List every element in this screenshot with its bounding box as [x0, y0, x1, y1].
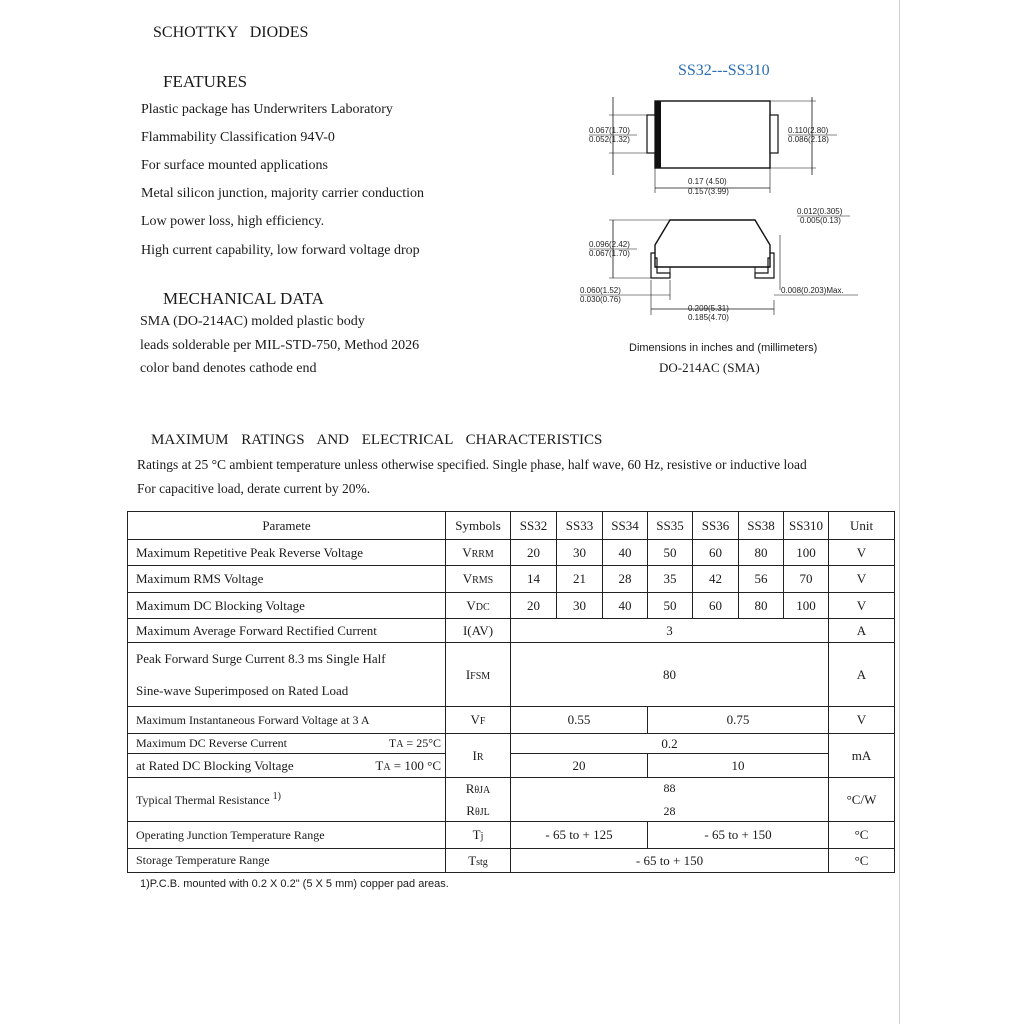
unit-cell: V	[829, 593, 895, 619]
header-cell: SS34	[603, 512, 648, 540]
table-row	[128, 593, 895, 619]
param-cell: Peak Forward Surge Current 8.3 ms Single Half Sine-wave Superimposed on Rated Load	[128, 643, 446, 707]
value-cell: 14	[511, 566, 557, 593]
lead-right	[770, 115, 778, 153]
dim-text: 0.110(2.80)	[788, 126, 829, 135]
dim-text: 0.060(1.52)	[580, 286, 621, 295]
value-cell: 80	[739, 593, 784, 619]
page-edge-line	[899, 0, 900, 1024]
value-cell: 100	[784, 540, 829, 566]
value-cell: 80	[739, 540, 784, 566]
unit-cell: A	[829, 619, 895, 643]
package-side-view	[655, 220, 770, 267]
value-cell: 0.55	[511, 707, 648, 734]
symbol-cell: Tj	[446, 822, 511, 849]
dim-text: 0.008(0.203)Max.	[781, 286, 844, 295]
value-cell: 28	[603, 566, 648, 593]
value-cell: 100	[784, 593, 829, 619]
table-row	[128, 566, 895, 593]
header-cell: SS32	[511, 512, 557, 540]
feature-item: High current capability, low forward voltage drop	[141, 243, 420, 258]
ratings-note: Ratings at 25 °C ambient temperature unless otherwise specified. Single phase, half wave, 60 Hz, resistive or inductive load	[137, 457, 807, 472]
value-cell: 60	[693, 540, 739, 566]
param-cell: at Rated DC Blocking Voltage TA = 100 °C	[128, 754, 446, 778]
dim-text: 0.17 (4.50)	[688, 177, 727, 186]
header-cell: Paramete	[128, 512, 446, 540]
value-cell: 20	[511, 593, 557, 619]
document-title: SCHOTTKY DIODES	[153, 24, 309, 41]
value-cell: 30	[557, 540, 603, 566]
param-cell: Maximum Average Forward Rectified Current	[128, 619, 446, 643]
table-row	[128, 734, 895, 754]
table-row	[128, 643, 895, 707]
value-cell: 20	[511, 754, 648, 778]
value-cell: 0.2	[511, 734, 829, 754]
value-cell: 30	[557, 593, 603, 619]
unit-cell: V	[829, 707, 895, 734]
package-name: DO-214AC (SMA)	[659, 360, 760, 375]
param-cell: Maximum Repetitive Peak Reverse Voltage	[128, 540, 446, 566]
header-cell: SS33	[557, 512, 603, 540]
value-cell: 21	[557, 566, 603, 593]
mechanical-item: leads solderable per MIL-STD-750, Method 2026	[140, 338, 420, 353]
ratings-table	[127, 511, 895, 873]
value-cell: 50	[648, 540, 693, 566]
dim-text: 0.005(0.13)	[800, 216, 841, 225]
feature-item: For surface mounted applications	[141, 158, 329, 173]
header-cell: Unit	[829, 512, 895, 540]
ratings-heading: MAXIMUM RATINGS AND ELECTRICAL CHARACTERISTICS	[151, 432, 603, 448]
param-cell: Maximum Instantaneous Forward Voltage at 3 A	[128, 707, 446, 734]
table-row	[128, 849, 895, 873]
header-cell: SS310	[784, 512, 829, 540]
package-dimension-drawing	[575, 95, 875, 330]
symbol-cell: Tstg	[446, 849, 511, 873]
param-cell: Operating Junction Temperature Range	[128, 822, 446, 849]
value-cell: 10	[648, 754, 829, 778]
unit-cell: °C/W	[829, 778, 895, 822]
ratings-note: For capacitive load, derate current by 20%.	[137, 481, 371, 496]
value-cell: 70	[784, 566, 829, 593]
feature-item: Plastic package has Underwriters Laboratory	[141, 102, 393, 117]
mechanical-item: SMA (DO-214AC) molded plastic body	[140, 314, 365, 329]
value-cell: 60	[693, 593, 739, 619]
value-cell: 40	[603, 540, 648, 566]
unit-cell: V	[829, 540, 895, 566]
header-cell: SS35	[648, 512, 693, 540]
unit-cell: V	[829, 566, 895, 593]
dim-text: 0.157(3.99)	[688, 187, 729, 196]
value-cell: 0.75	[648, 707, 829, 734]
dim-text: 0.185(4.70)	[688, 313, 729, 322]
dim-text: 0.030(0.76)	[580, 295, 621, 304]
part-range: SS32---SS310	[678, 62, 770, 79]
table-row	[128, 778, 895, 822]
header-cell: SS38	[739, 512, 784, 540]
value-cell: 20	[511, 540, 557, 566]
header-cell: Symbols	[446, 512, 511, 540]
value-cell: 40	[603, 593, 648, 619]
table-row	[128, 707, 895, 734]
package-top-view	[655, 101, 770, 168]
feature-item: Flammability Classification 94V-0	[141, 130, 335, 145]
cathode-band	[655, 101, 661, 168]
value-cell: - 65 to + 150	[511, 849, 829, 873]
symbol-cell: IFSM	[446, 643, 511, 707]
symbol-cell: VDC	[446, 593, 511, 619]
dim-text: 0.209(5.31)	[688, 304, 729, 313]
value-cell: - 65 to + 150	[648, 822, 829, 849]
footnote: 1)P.C.B. mounted with 0.2 X 0.2" (5 X 5 mm) copper pad areas.	[140, 878, 449, 890]
dim-text: 0.067(1.70)	[589, 126, 630, 135]
unit-cell: mA	[829, 734, 895, 778]
symbol-cell: VRMS	[446, 566, 511, 593]
symbol-cell: RθJA RθJL	[446, 778, 511, 822]
value-cell: 3	[511, 619, 829, 643]
param-cell: Maximum DC Blocking Voltage	[128, 593, 446, 619]
value-cell: 56	[739, 566, 784, 593]
feature-item: Low power loss, high efficiency.	[141, 214, 325, 229]
table-row	[128, 619, 895, 643]
symbol-cell: VF	[446, 707, 511, 734]
features-heading: FEATURES	[163, 72, 248, 91]
table-header-row	[128, 512, 895, 540]
feature-item: Metal silicon junction, majority carrier conduction	[141, 186, 425, 201]
dimension-caption: Dimensions in inches and (millimeters)	[629, 342, 818, 354]
lead-left	[647, 115, 655, 153]
dim-text: 0.096(2.42)	[589, 240, 630, 249]
unit-cell: A	[829, 643, 895, 707]
mechanical-item: color band denotes cathode end	[140, 361, 317, 376]
header-cell: SS36	[693, 512, 739, 540]
table-row	[128, 754, 895, 778]
param-cell: Typical Thermal Resistance $^{1)}$	[128, 778, 446, 822]
param-cell: Storage Temperature Range	[128, 849, 446, 873]
dim-text: 0.052(1.32)	[589, 135, 630, 144]
param-cell: Maximum DC Reverse Current TA = 25°C	[128, 734, 446, 754]
symbol-cell: IR	[446, 734, 511, 778]
dim-text: 0.012(0.305)	[797, 207, 843, 216]
value-cell: - 65 to + 125	[511, 822, 648, 849]
table-row	[128, 540, 895, 566]
param-cell: Maximum RMS Voltage	[128, 566, 446, 593]
unit-cell: °C	[829, 822, 895, 849]
dim-text: 0.067(1.70)	[589, 249, 630, 258]
table-row	[128, 822, 895, 849]
symbol-cell: I(AV)	[446, 619, 511, 643]
value-cell: 80	[511, 643, 829, 707]
symbol-cell: VRRM	[446, 540, 511, 566]
value-cell: 50	[648, 593, 693, 619]
unit-cell: °C	[829, 849, 895, 873]
value-cell: 88 28	[511, 778, 829, 822]
dim-text: 0.086(2.18)	[788, 135, 829, 144]
mechanical-heading: MECHANICAL DATA	[163, 289, 324, 308]
value-cell: 42	[693, 566, 739, 593]
value-cell: 35	[648, 566, 693, 593]
